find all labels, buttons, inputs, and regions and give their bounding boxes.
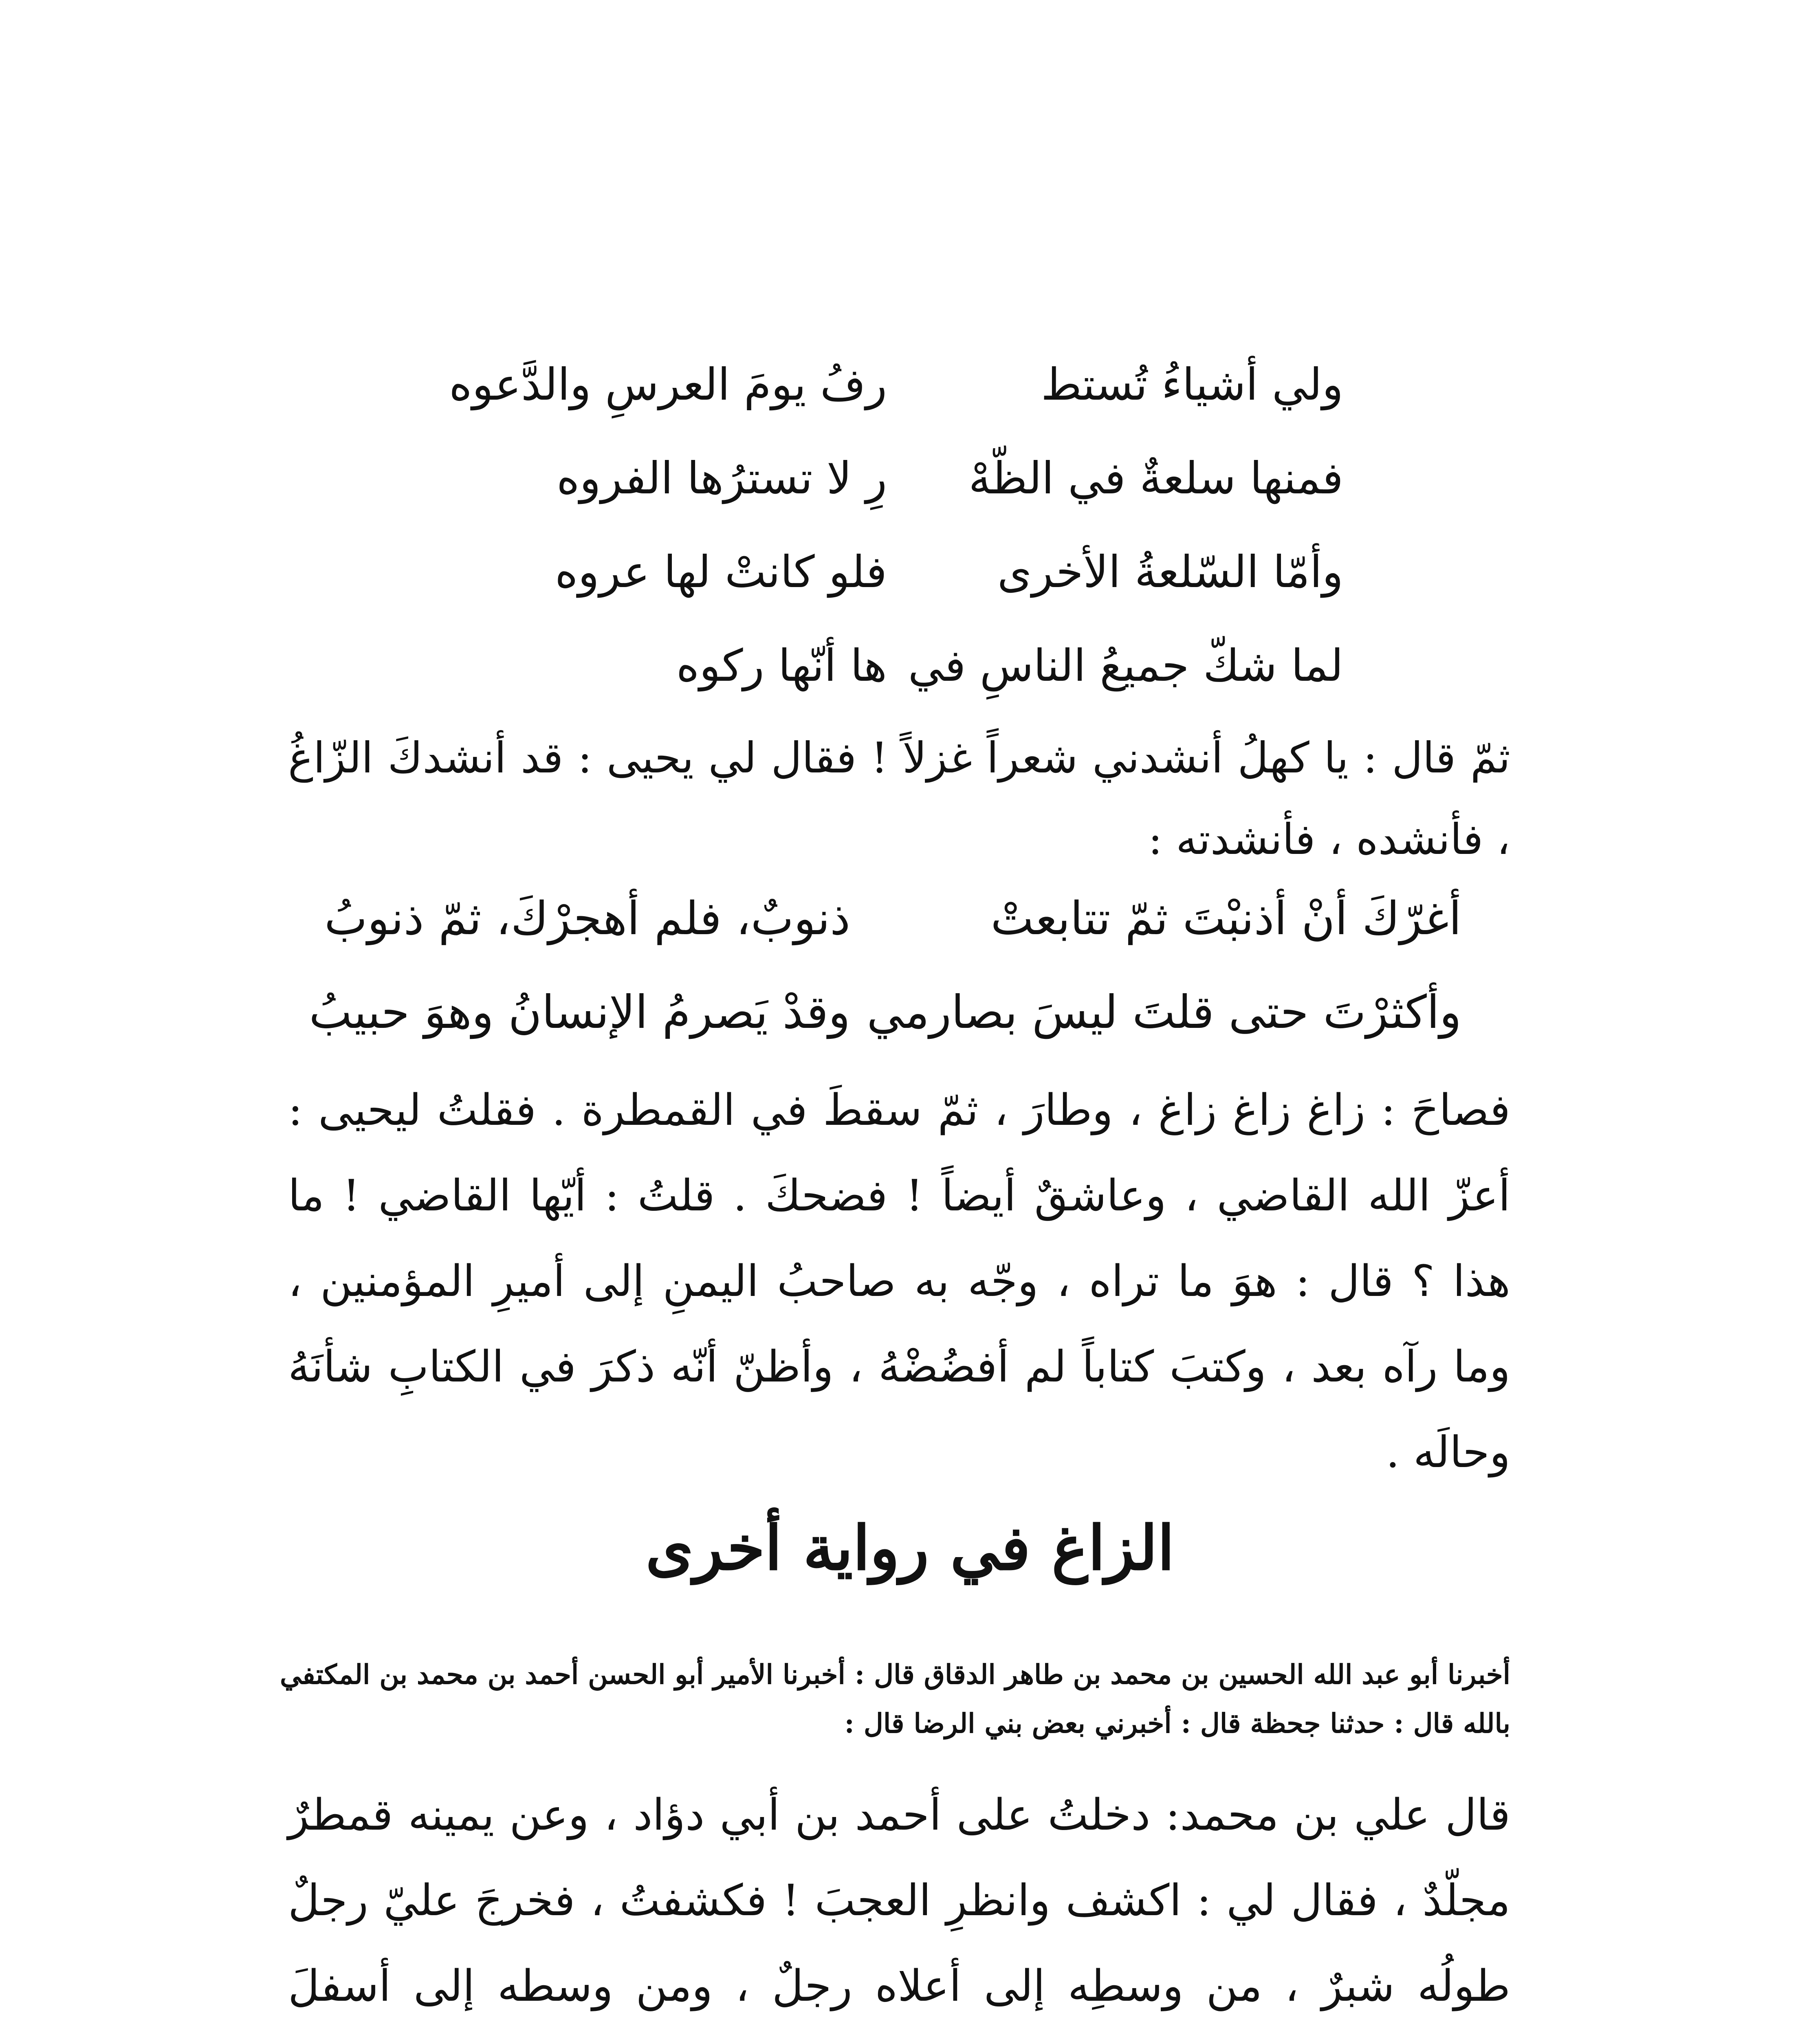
verse-second-hemistich: فلو كانتْ لها عروه <box>555 547 887 598</box>
verse-first-hemistich: فمنها سلعةٌ في الظّهْ <box>968 453 1343 504</box>
verse <box>260 966 1461 1059</box>
paragraph-3: قال علي بن محمد: دخلتُ على أحمد بن أبي دؤاد ، وعن يمينه قمطرٌ مجلّدٌ ، فقال لي : اكشف وانظرِ العجبَ ! فكشفتُ ، فخرجَ عليّ رجلٌ طولُه شبرٌ ، من وسطِه إلى أعلاه رجلٌ ، ومن وسطه إلى أسفلَ <box>288 1790 1510 2011</box>
verse-second-hemistich: ذنوبٌ، فلم أهجرْكَ، ثمّ ذنوبُ <box>324 892 850 945</box>
poem-1 <box>406 338 1343 713</box>
verse <box>260 872 1461 966</box>
section-heading: الزاغ في رواية أخرى <box>645 1512 1175 1584</box>
verse-first-hemistich: ولي أشياءُ تُستط <box>1041 359 1343 410</box>
verse-second-hemistich: رِ لا تسترُها الفروه <box>556 453 887 504</box>
poem-2 <box>260 872 1461 1059</box>
paragraph-1: ثمّ قال : يا كهلُ أنشدني شعراً غزلاً ! فقال لي يحيى : قد أنشدكَ الزّاغُ ، فأنشده ، فأنشدته : <box>288 733 1510 864</box>
verse <box>406 338 1343 432</box>
verse <box>406 526 1343 619</box>
isnad-chain: أخبرنا أبو عبد الله الحسين بن محمد بن طاهر الدقاق قال : أخبرنا الأمير أبو الحسن أحمد بن محمد بن المكتفي بالله قال : حدثنا جحظة قال : أخبرني بعض بني الرضا قال : <box>280 1659 1510 1739</box>
verse-first-hemistich: أغرّكَ أنْ أذنبْتَ ثمّ تتابعتْ <box>990 892 1461 945</box>
paragraph-2: فصاحَ : زاغ زاغ زاغ ، وطارَ ، ثمّ سقطَ في القمطرة . فقلتُ ليحيى : أعزّ الله القاضي ، وعاشقٌ أيضاً ! فضحكَ . قلتُ : أيّها القاضي ! ما هذا ؟ قال : هوَ ما تراه ، وجّه به صاحبُ اليمنِ إلى أميرِ المؤمنين ، وما رآه بعد ، وكتبَ كتاباً لم أفضُضْهُ ، وأظنّ أنّه ذكرَ في الكتابِ شأنَهُ وحالَه . <box>288 1085 1511 1477</box>
verse-second-hemistich: ها أنّها ركوه <box>676 640 887 691</box>
verse <box>406 432 1343 526</box>
verse-first-hemistich: لما شكّ جميعُ الناسِ في <box>908 640 1343 691</box>
verse <box>406 619 1343 713</box>
verse-first-hemistich: وأمّا السّلعةُ الأخرى <box>997 547 1343 598</box>
verse-second-hemistich: وقدْ يَصرمُ الإنسانُ وهوَ حبيبُ <box>309 986 850 1039</box>
verse-first-hemistich: وأكثرْتَ حتى قلتَ ليسَ بصارمي <box>867 986 1461 1039</box>
verse-second-hemistich: رفُ يومَ العرسِ والدَّعوه <box>449 359 887 410</box>
